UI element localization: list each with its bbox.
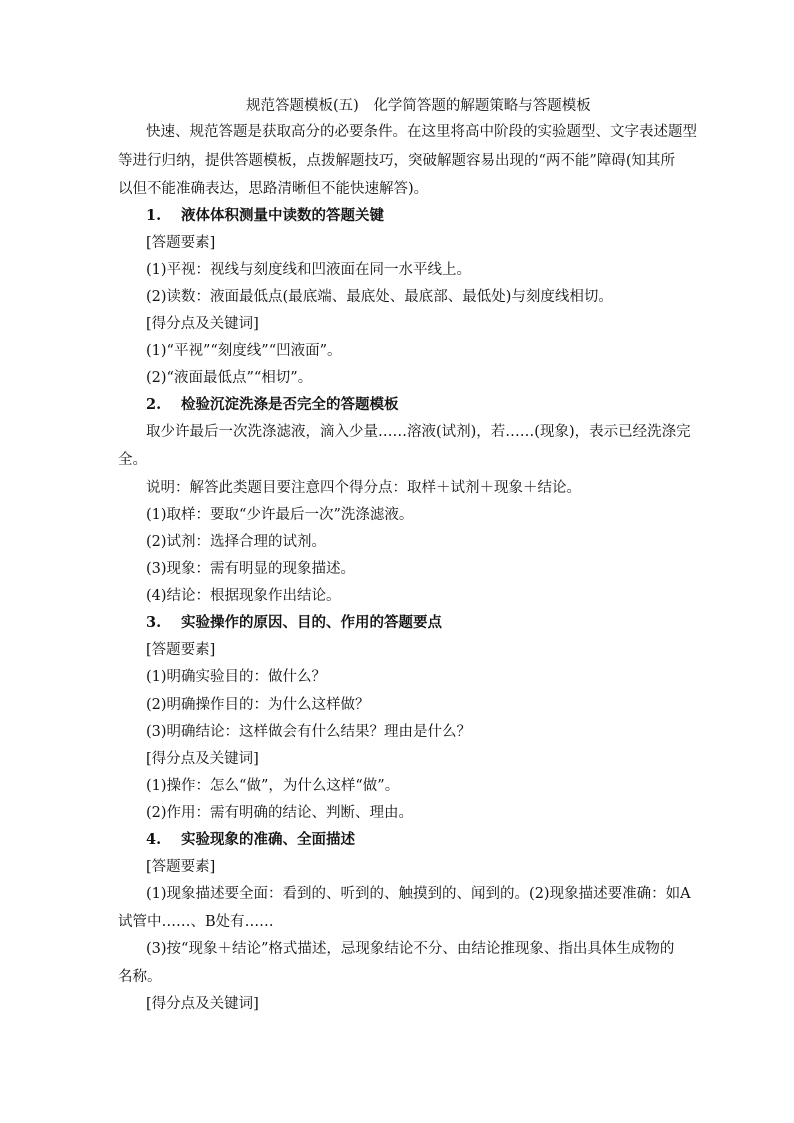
section-2-point-4: (4)结论：根据现象作出结论。 (146, 588, 341, 604)
section-4-title: 实验现象的准确、全面描述 (181, 831, 355, 848)
intro-line-3: 以但不能准确表达，思路清晰但不能快速解答)。 (118, 181, 429, 197)
section-2-heading (146, 394, 706, 416)
section-2-number: 2. (146, 396, 162, 413)
section-1-element-2: (2)读数：液面最低点(最底端、最底处、最底部、最低处)与刻度线相切。 (146, 289, 613, 305)
section-3-element-3: (3)明确结论：这样做会有什么结果？理由是什么？ (146, 724, 472, 740)
section-4-para-1-line-1: (1)现象描述要全面：看到的、听到的、触摸到的、闻到的。(2)现象描述要准确：如A (146, 886, 691, 902)
section-1-keyword-2: (2)“液面最低点”“相切”。 (146, 370, 313, 386)
page-title: 规范答题模板(五) 化学简答题的解题策略与答题模板 (246, 98, 591, 114)
section-3-keywords-label: [得分点及关键词] (146, 751, 259, 767)
section-4-para-2-line-1: (3)按“现象＋结论”格式描述，忌现象结论不分、由结论推现象、指出具体生成物的 (146, 941, 675, 957)
section-3-keyword-1: (1)操作：怎么“做”，为什么这样“做”。 (146, 778, 400, 794)
section-3-elements-label: [答题要素] (146, 642, 216, 658)
section-3-title: 实验操作的原因、目的、作用的答题要点 (181, 614, 442, 631)
section-1-keywords-label: [得分点及关键词] (146, 316, 259, 332)
section-1-heading (146, 205, 706, 227)
section-2-point-2: (2)试剂：选择合理的试剂。 (146, 534, 327, 550)
section-3-heading (146, 612, 706, 634)
section-3-number: 3. (146, 614, 162, 631)
section-2-template-line-1: 取少许最后一次洗涤滤液，滴入少量……溶液(试剂)，若……(现象)，表示已经洗涤完 (146, 424, 691, 440)
section-1-number: 1. (146, 207, 162, 224)
section-2-note: 说明：解答此类题目要注意四个得分点：取样＋试剂＋现象＋结论。 (146, 480, 581, 496)
section-2-point-3: (3)现象：需有明显的现象描述。 (146, 561, 356, 577)
section-1-keyword-1: (1)“平视”“刻度线”“凹液面”。 (146, 343, 342, 359)
section-4-para-2-line-2: 名称。 (118, 969, 162, 985)
section-3-element-2: (2)明确操作目的：为什么这样做？ (146, 697, 370, 713)
section-2-template-line-2: 全。 (118, 452, 147, 468)
section-2-point-1: (1)取样：要取“少许最后一次”洗涤滤液。 (146, 507, 414, 523)
section-3-keyword-2: (2)作用：需有明确的结论、判断、理由。 (146, 805, 414, 821)
section-4-elements-label: [答题要素] (146, 859, 216, 875)
intro-line-2: 等进行归纳，提供答题模板，点拨解题技巧，突破解题容易出现的“两不能”障碍(知其所 (118, 153, 675, 169)
section-1-element-1: (1)平视：视线与刻度线和凹液面在同一水平线上。 (146, 262, 472, 278)
section-1-elements-label: [答题要素] (146, 235, 216, 251)
section-4-para-1-line-2: 试管中……、B处有…… (118, 914, 274, 930)
section-2-title: 检验沉淀洗涤是否完全的答题模板 (181, 396, 399, 413)
section-1-title: 液体体积测量中读数的答题关键 (181, 207, 384, 224)
section-4-keywords-label: [得分点及关键词] (146, 996, 259, 1012)
intro-line-1: 快速、规范答题是获取高分的必要条件。在这里将高中阶段的实验题型、文字表述题型 (146, 124, 697, 140)
section-4-heading (146, 829, 706, 851)
section-4-number: 4. (146, 831, 162, 848)
section-3-element-1: (1)明确实验目的：做什么？ (146, 669, 327, 685)
